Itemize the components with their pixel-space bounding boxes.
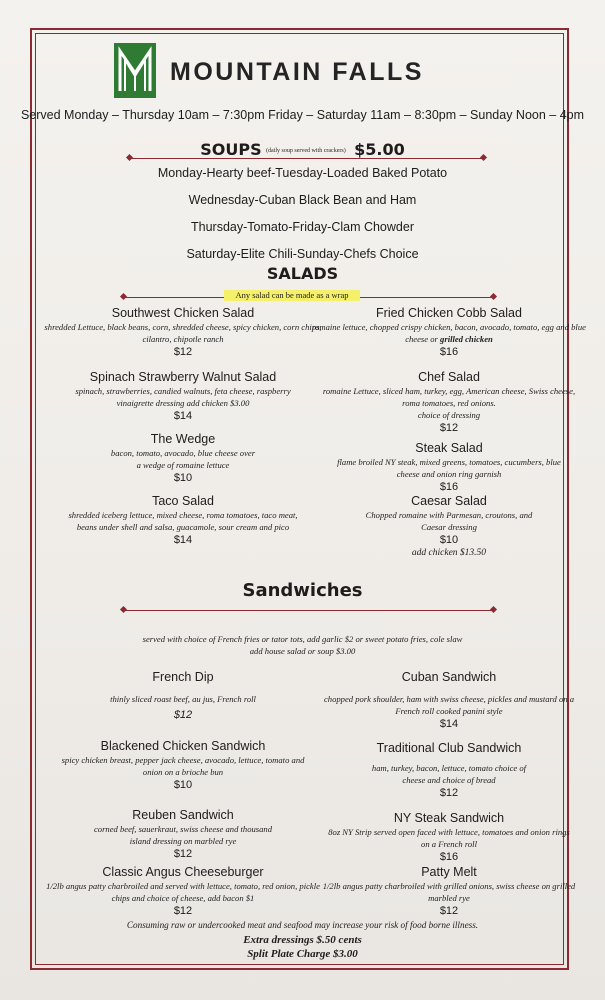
soups-note: (daily soup served with crackers) <box>266 147 346 154</box>
menu-item-steak-salad <box>304 441 594 494</box>
item-desc: shredded Lettuce, black beans, corn, shredded cheese, spicy chicken, corn chips, cilantro, chipotle ranch <box>44 322 322 344</box>
soup-line: Monday-Hearty beef-Tuesday-Loaded Baked Potato <box>157 166 448 180</box>
soups-heading <box>0 140 605 160</box>
menu-item-spinach-strawberry-walnut-salad <box>38 370 328 423</box>
mountain-falls-logo <box>114 43 156 98</box>
soup-line: Thursday-Tomato-Friday-Clam Chowder <box>191 220 414 234</box>
item-desc: corned beef, sauerkraut, swiss cheese and thousand island dressing on marbled rye <box>93 824 273 846</box>
item-name: Cuban Sandwich <box>401 670 497 684</box>
item-desc: Chopped romaine with Parmesan, croutons, and Caesar dressing <box>365 510 533 532</box>
item-price: $12 <box>173 709 193 721</box>
item-name: NY Steak Sandwich <box>393 811 505 825</box>
soup-line: Saturday-Elite Chili-Sunday-Chefs Choice <box>186 247 419 261</box>
m-monogram-icon <box>114 43 156 98</box>
item-desc: 1/2lb angus patty charbroiled and served with lettuce, tomato, red onion, pickle chips and choice of cheese, add bacon $1 <box>46 881 320 903</box>
item-price: $12 <box>173 848 193 860</box>
item-desc: spinach, strawberries, candied walnuts, feta cheese, raspberry vinaigrette dressing add chicken $3.00 <box>75 386 291 408</box>
item-desc: ham, turkey, bacon, lettuce, tomato choice of cheese and choice of bread <box>371 763 527 785</box>
item-desc <box>304 321 594 345</box>
service-hours: Served Monday – Thursday 10am – 7:30pm Friday – Saturday 11am – 8:30pm – Sunday Noon – 4pm <box>20 108 585 122</box>
item-name: Steak Salad <box>415 441 483 455</box>
item-desc: thinly sliced roast beef, au jus, French roll <box>110 694 256 704</box>
item-name: Blackened Chicken Sandwich <box>100 739 266 753</box>
item-name: Taco Salad <box>152 494 214 508</box>
restaurant-name: MOUNTAIN FALLS <box>170 58 424 86</box>
item-desc-bold: grilled chicken <box>440 334 493 344</box>
food-safety-warning: Consuming raw or undercooked meat and seafood may increase your risk of food borne illness. <box>126 920 479 930</box>
item-price: $12 <box>173 905 193 917</box>
menu-item-reuben-sandwich <box>38 808 328 861</box>
item-price: $16 <box>439 481 459 493</box>
item-desc: flame broiled NY steak, mixed greens, tomatoes, cucumbers, blue cheese and onion ring garnish <box>337 457 561 479</box>
item-name: Southwest Chicken Salad <box>111 306 255 320</box>
item-name: Spinach Strawberry Walnut Salad <box>89 370 277 384</box>
item-price: $10 <box>173 779 193 791</box>
menu-item-classic-angus-cheeseburger <box>38 865 328 918</box>
item-name: Classic Angus Cheeseburger <box>102 865 264 879</box>
menu-item-cuban-sandwich <box>304 670 594 731</box>
item-price: $12 <box>439 422 459 434</box>
item-price: $16 <box>439 346 459 358</box>
wrap-note: Any salad can be made as a wrap <box>224 290 360 301</box>
menu-item-southwest-chicken-salad <box>38 306 328 359</box>
menu-item-french-dip <box>38 670 328 722</box>
soups-title: SOUPS <box>200 140 262 159</box>
item-name: Caesar Salad <box>411 494 487 508</box>
menu-item-chef-salad <box>304 370 594 435</box>
item-name: Patty Melt <box>421 865 477 879</box>
menu-item-blackened-chicken-sandwich <box>38 739 328 792</box>
extra-dressings-charge: Extra dressings $.50 cents <box>243 934 362 946</box>
item-price: $10 <box>439 534 459 546</box>
menu-item-traditional-club-sandwich <box>304 741 594 800</box>
sandwiches-divider <box>124 610 494 611</box>
item-name: Chef Salad <box>418 370 480 384</box>
sandwiches-title: Sandwiches <box>242 580 363 601</box>
salads-title: SALADS <box>266 264 339 283</box>
item-price: $12 <box>439 787 459 799</box>
soups-price: $5.00 <box>354 140 405 159</box>
item-price: $16 <box>439 851 459 863</box>
item-desc: 8oz NY Strip served open faced with lettuce, tomatoes and onion rings on a French roll <box>328 827 570 849</box>
item-price: $14 <box>439 718 459 730</box>
item-extra: add chicken $13.50 <box>411 548 487 558</box>
item-price: $12 <box>173 346 193 358</box>
item-name: The Wedge <box>150 432 216 446</box>
split-plate-charge: Split Plate Charge $3.00 <box>247 948 358 960</box>
item-price: $14 <box>173 410 193 422</box>
item-desc: bacon, tomato, avocado, blue cheese over a wedge of romaine lettuce <box>110 448 256 470</box>
item-desc: shredded iceberg lettuce, mixed cheese, roma tomatoes, taco meat, beans under shell and salsa, guacamole, sour cream and pico <box>68 510 298 532</box>
menu-item-ny-steak-sandwich <box>304 811 594 864</box>
item-name: Fried Chicken Cobb Salad <box>376 306 522 320</box>
item-desc: romaine Lettuce, sliced ham, turkey, egg, American cheese, Swiss cheese, roma tomatoes, red onions. <box>322 386 576 408</box>
soup-line: Wednesday-Cuban Black Bean and Ham <box>188 193 417 207</box>
item-name: French Dip <box>152 670 214 684</box>
menu-item-patty-melt <box>304 865 594 918</box>
sandwiches-sides-note: served with choice of French fries or tator tots, add garlic $2 or sweet potato fries, cole slaw <box>142 634 463 644</box>
item-price: $12 <box>439 905 459 917</box>
item-desc: chopped pork shoulder, ham with swiss cheese, pickles and mustard on a French roll cooked panini style <box>323 694 575 716</box>
item-desc: spicy chicken breast, pepper jack cheese, avocado, lettuce, tomato and onion on a brioche bun <box>61 755 305 777</box>
item-desc-choice: choice of dressing <box>417 410 481 420</box>
item-price: $14 <box>173 534 193 546</box>
item-name: Traditional Club Sandwich <box>376 741 522 755</box>
menu-item-fried-chicken-cobb-salad <box>304 306 594 359</box>
item-desc: 1/2lb angus patty charbroiled with grilled onions, swiss cheese on grilled marbled rye <box>322 881 576 903</box>
menu-item-caesar-salad <box>304 494 594 559</box>
sandwiches-addon-note: add house salad or soup $3.00 <box>249 646 356 656</box>
item-name: Reuben Sandwich <box>132 808 234 822</box>
menu-item-taco-salad <box>38 494 328 547</box>
menu-item-the-wedge <box>38 432 328 485</box>
item-price: $10 <box>173 472 193 484</box>
item-desc-text: romaine lettuce, chopped crispy chicken, bacon, avocado, tomato, egg and blue cheese or <box>312 322 586 344</box>
